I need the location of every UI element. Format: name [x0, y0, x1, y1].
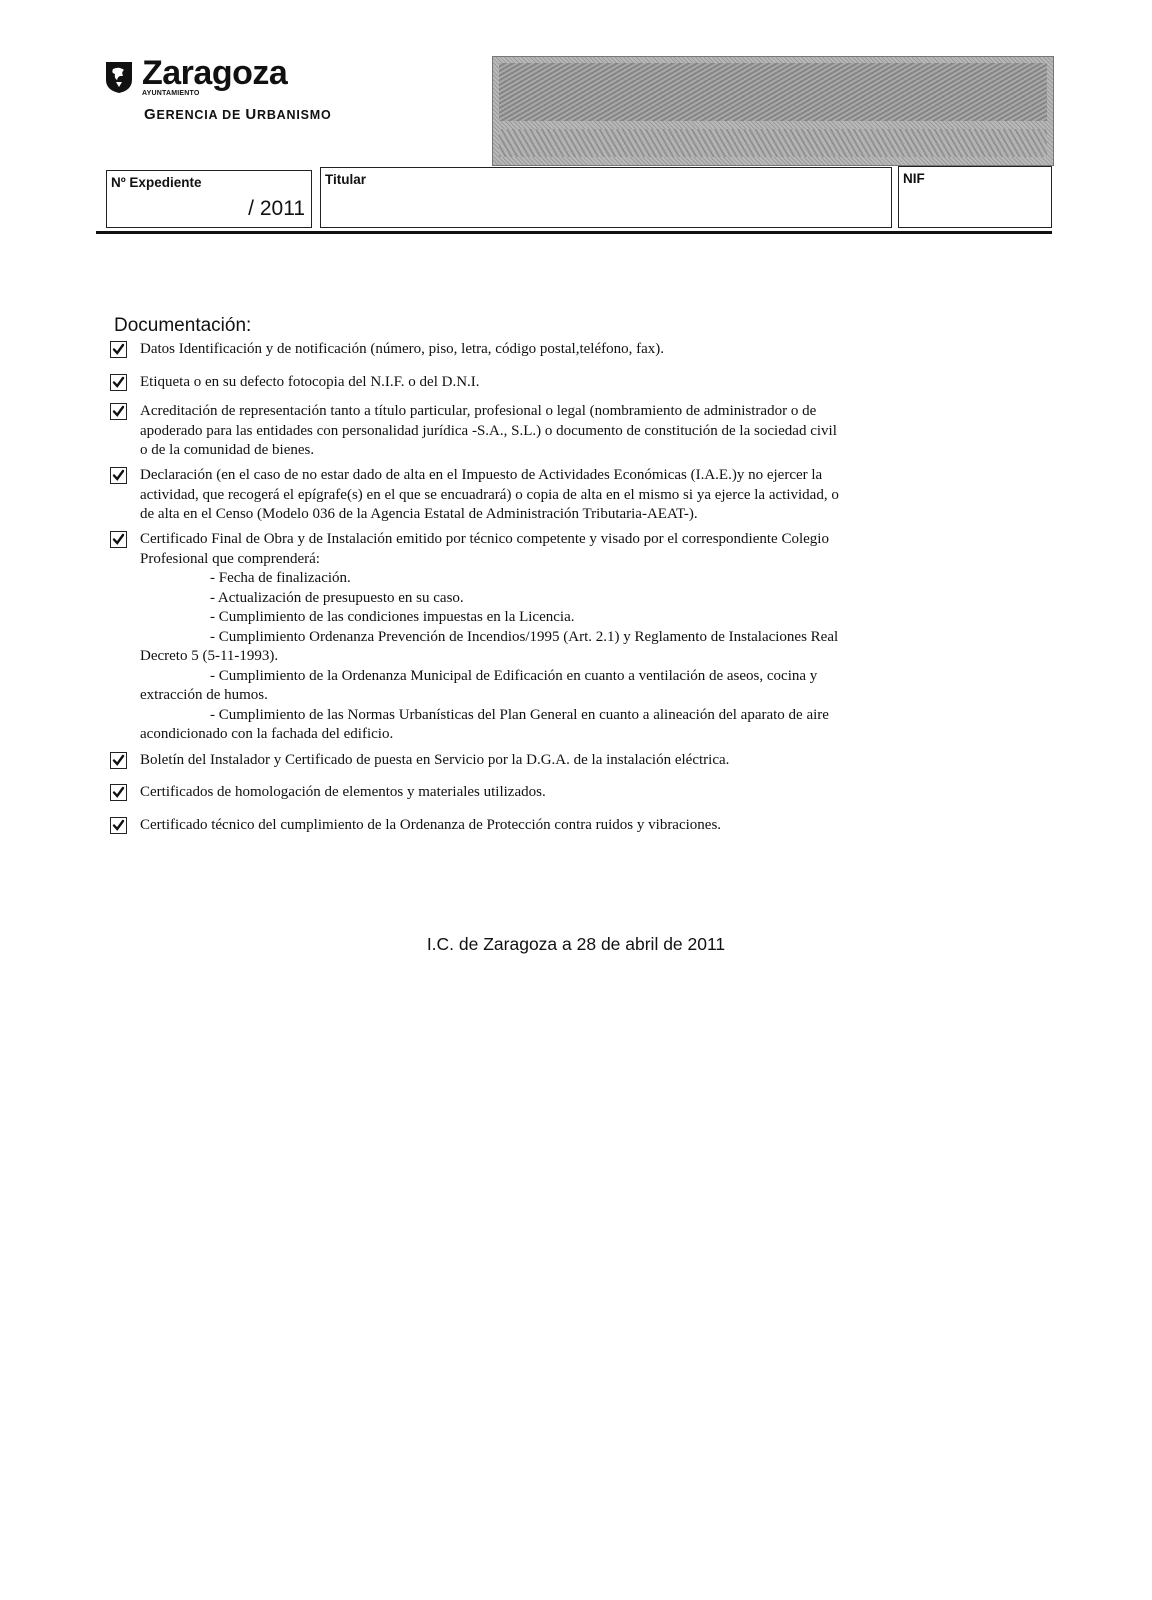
checkmark-icon: [111, 753, 126, 768]
doc-item-text: [140, 340, 940, 360]
checkbox[interactable]: [110, 403, 127, 420]
doc-item-line: Boletín del Instalador y Certificado de puesta en Servicio por la D.G.A. de la instalación eléctrica.: [140, 752, 730, 768]
doc-item: [110, 402, 940, 461]
doc-subitem-line: - Cumplimiento Ordenanza Prevención de Incendios/1995 (Art. 2.1) y Reglamento de Instalaciones Real: [210, 628, 839, 645]
doc-item-text: [140, 816, 940, 836]
doc-subitem-continuation: acondicionado con la fachada del edificio.: [140, 726, 394, 742]
checkbox[interactable]: [110, 467, 127, 484]
titular-box: [320, 167, 892, 228]
city-name: Zaragoza: [142, 54, 288, 92]
header-rule: [96, 231, 1052, 234]
doc-subitem-line: - Actualización de presupuesto en su caso.: [210, 589, 464, 606]
banner-band-top: [499, 63, 1047, 121]
doc-item-text: [140, 402, 940, 461]
doc-subitem-line: - Cumplimiento de las Normas Urbanísticas del Plan General en cuanto a alineación del aparato de aire: [210, 706, 829, 723]
doc-subitem-line: - Cumplimiento de las condiciones impuestas en la Licencia.: [210, 609, 575, 625]
expediente-label: Nº Expediente: [111, 175, 202, 190]
expediente-box: [106, 170, 312, 228]
doc-subitem-continuation: Decreto 5 (5-11-1993).: [140, 648, 279, 664]
gerencia-label: GERENCIA DE URBANISMO: [144, 106, 332, 123]
ayuntamiento-label: AYUNTAMIENTO: [142, 90, 200, 97]
doc-subitem-line: - Fecha de finalización.: [210, 570, 351, 586]
checkmark-icon: [111, 404, 126, 419]
doc-item: [110, 530, 940, 745]
titular-label: Titular: [325, 172, 367, 187]
checkmark-icon: [111, 468, 126, 483]
date-line: I.C. de Zaragoza a 28 de abril de 2011: [426, 934, 726, 954]
doc-item-line: Acreditación de representación tanto a título particular, profesional o legal (nombramiento de administrador o de: [140, 403, 817, 419]
documentacion-title: Documentación:: [114, 315, 252, 336]
obscured-banner: [492, 56, 1054, 166]
doc-item-line: o de la comunidad de bienes.: [140, 442, 315, 458]
expediente-value: / 2011: [248, 197, 305, 220]
doc-item-line: actividad, que recogerá el epígrafe(s) en el que se encuadrará) o copia de alta en el mismo si ya ejerce la actividad, o: [140, 486, 839, 503]
checkmark-icon: [111, 818, 126, 833]
doc-item-text: [140, 466, 940, 525]
doc-item-line: Etiqueta o en su defecto fotocopia del N.I.F. o del D.N.I.: [140, 374, 480, 390]
doc-item: [110, 816, 940, 836]
doc-item: [110, 783, 940, 803]
checkmark-icon: [111, 375, 126, 390]
doc-item: [110, 751, 940, 771]
doc-item-text: [140, 530, 940, 745]
doc-subitem-line: - Cumplimiento de la Ordenanza Municipal de Edificación en cuanto a ventilación de aseos, cocina y: [210, 667, 818, 684]
checkbox[interactable]: [110, 341, 127, 358]
nif-box: [898, 166, 1052, 228]
doc-item-text: [140, 373, 940, 393]
nif-label: NIF: [903, 171, 925, 186]
lion-shield-icon: [104, 60, 134, 94]
doc-subitem-continuation: extracción de humos.: [140, 687, 268, 703]
checkbox[interactable]: [110, 374, 127, 391]
checkbox[interactable]: [110, 531, 127, 548]
doc-item-text: [140, 751, 940, 771]
checkbox[interactable]: [110, 752, 127, 769]
doc-item-line: Declaración (en el caso de no estar dado de alta en el Impuesto de Actividades Económicas (I.A.E.)y no ejercer la: [140, 467, 823, 483]
doc-item-line: Certificado técnico del cumplimiento de la Ordenanza de Protección contra ruidos y vibraciones.: [140, 817, 722, 833]
doc-item: [110, 466, 940, 525]
doc-item-line: Certificado Final de Obra y de Instalación emitido por técnico competente y visado por el correspondiente Colegio: [140, 531, 829, 547]
zaragoza-logo: [104, 56, 344, 126]
checkmark-icon: [111, 785, 126, 800]
doc-item: [110, 340, 940, 360]
doc-item: [110, 373, 940, 393]
doc-item-line: Profesional que comprenderá:: [140, 550, 320, 567]
doc-item-text: [140, 783, 940, 803]
banner-band-bottom: [499, 129, 1047, 157]
checkmark-icon: [111, 532, 126, 547]
checkbox[interactable]: [110, 817, 127, 834]
doc-item-line: apoderado para las entidades con personalidad jurídica -S.A., S.L.) o documento de constitución de la sociedad civil: [140, 422, 837, 439]
checkbox[interactable]: [110, 784, 127, 801]
checkmark-icon: [111, 342, 126, 357]
doc-item-line: Certificados de homologación de elementos y materiales utilizados.: [140, 784, 546, 800]
doc-item-line: de alta en el Censo (Modelo 036 de la Agencia Estatal de Administración Tributaria-AEAT-).: [140, 506, 698, 522]
doc-item-line: Datos Identificación y de notificación (número, piso, letra, código postal,teléfono, fax).: [140, 341, 664, 357]
